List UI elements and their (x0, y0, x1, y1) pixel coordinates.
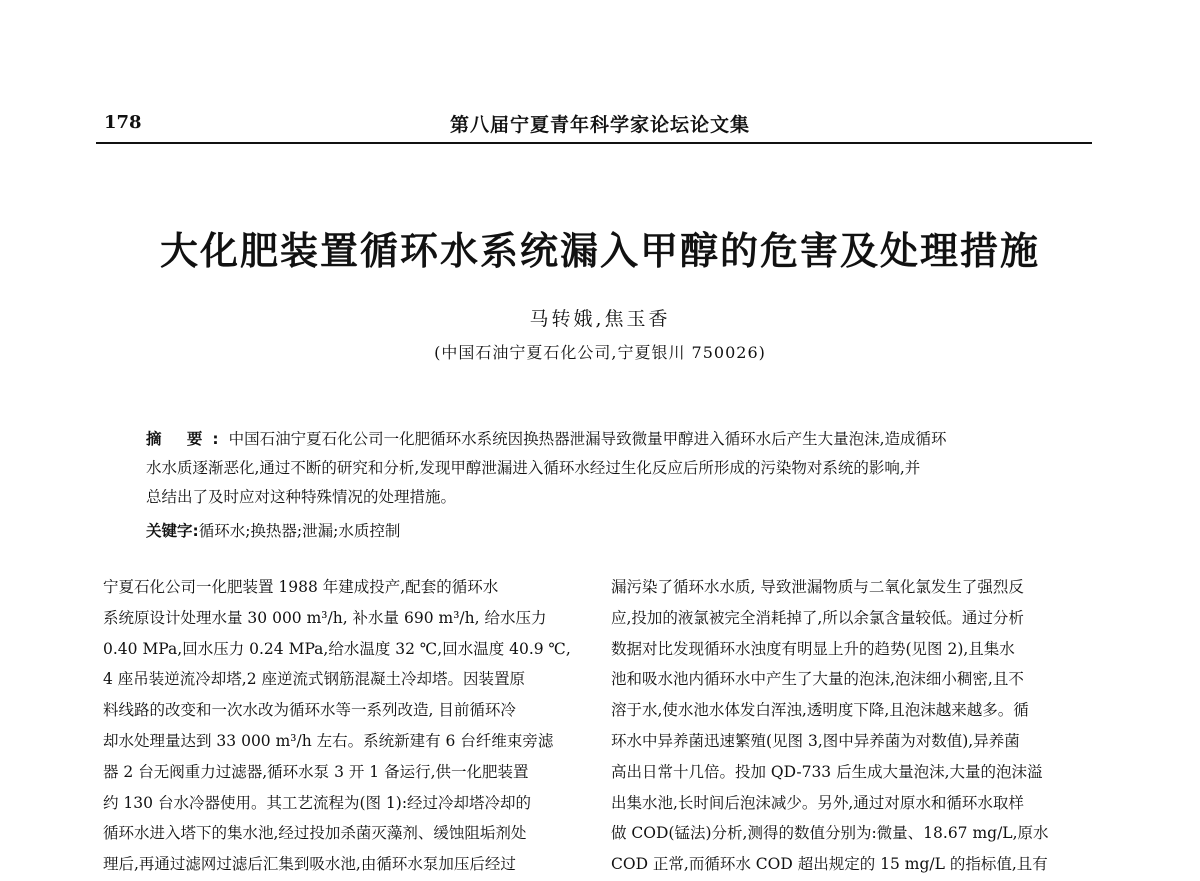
abstract-line: 中国石油宁夏石化公司一化肥循环水系统因换热器泄漏导致微量甲醇进入循环水后产生大量泡沫,造成循环 (228, 430, 947, 448)
body-line: 高出日常十几倍。投加 QD-733 后生成大量泡沫,大量的泡沫溢 (611, 762, 1043, 781)
body-line: 环水中异养菌迅速繁殖(见图 3,图中异养菌为对数值),异养菌 (611, 731, 1020, 750)
page-number: 178 (104, 112, 142, 133)
body-line: 却水处理量达到 33 000 m³/h 左右。系统新建有 6 台纤维束旁滤 (103, 731, 554, 750)
article-authors: 马转娥,焦玉香 (529, 308, 671, 330)
body-line: 应,投加的液氯被完全消耗掉了,所以余氯含量较低。通过分析 (611, 608, 1024, 627)
abstract (146, 425, 1066, 512)
body-line: 做 COD(锰法)分析,测得的数值分别为:微量、18.67 mg/L,原水 (611, 824, 1049, 843)
body-line: 约 130 台水冷器使用。其工艺流程为(图 1):经过冷却塔冷却的 (103, 793, 532, 812)
article-affiliation: (中国石油宁夏石化公司,宁夏银川 750026) (434, 343, 766, 362)
body-line: 数据对比发现循环水浊度有明显上升的趋势(见图 2),且集水 (611, 639, 1015, 658)
body-line: 池和吸水池内循环水中产生了大量的泡沫,泡沫细小稠密,且不 (611, 670, 1024, 689)
body-line: 漏污染了循环水水质, 导致泄漏物质与二氧化氯发生了强烈反 (611, 578, 1024, 596)
body-line: 料线路的改变和一次水改为循环水等一系列改造, 目前循环冷 (103, 701, 516, 720)
abstract-line: 总结出了及时应对这种特殊情况的处理措施。 (146, 488, 457, 506)
body-line: 系统原设计处理水量 30 000 m³/h, 补水量 690 m³/h, 给水压力 (103, 608, 547, 627)
body-line: 理后,再通过滤网过滤后汇集到吸水池,由循环水泵加压后经过 (103, 855, 516, 874)
keywords-text: 循环水;换热器;泄漏;水质控制 (198, 522, 401, 540)
body-line: 出集水池,长时间后泡沫减少。另外,通过对原水和循环水取样 (611, 793, 1024, 812)
keywords-label: 关键字: (146, 522, 199, 540)
abstract-label: 摘 要: (146, 430, 229, 448)
header-rule (96, 142, 1092, 144)
body-right-column (611, 572, 1101, 880)
abstract-line: 水水质逐渐恶化,通过不断的研究和分析,发现甲醇泄漏进入循环水经过生化反应后所形成的污染物对系统的影响,并 (146, 459, 921, 477)
body-line: COD 正常,而循环水 COD 超出规定的 15 mg/L 的指标值,且有 (611, 855, 1048, 874)
body-line: 循环水进入塔下的集水池,经过投加杀菌灭藻剂、缓蚀阻垢剂处 (103, 824, 527, 843)
article-title: 大化肥装置循环水系统漏入甲醇的危害及处理措施 (159, 229, 1040, 273)
body-left-column (103, 572, 593, 880)
body-line: 宁夏石化公司一化肥装置 1988 年建成投产,配套的循环水 (103, 578, 499, 596)
running-title: 第八届宁夏青年科学家论坛论文集 (449, 114, 750, 136)
body-line: 4 座吊装逆流冷却塔,2 座逆流式钢筋混凝土冷却塔。因装置原 (103, 670, 526, 689)
body-line: 溶于水,使水池水体发白浑浊,透明度下降,且泡沫越来越多。循 (611, 701, 1029, 720)
body-line: 0.40 MPa,回水压力 0.24 MPa,给水温度 32 ℃,回水温度 40.9 ℃, (103, 639, 571, 658)
keywords (146, 519, 1066, 541)
body-line: 器 2 台无阀重力过滤器,循环水泵 3 开 1 备运行,供一化肥装置 (103, 762, 529, 781)
